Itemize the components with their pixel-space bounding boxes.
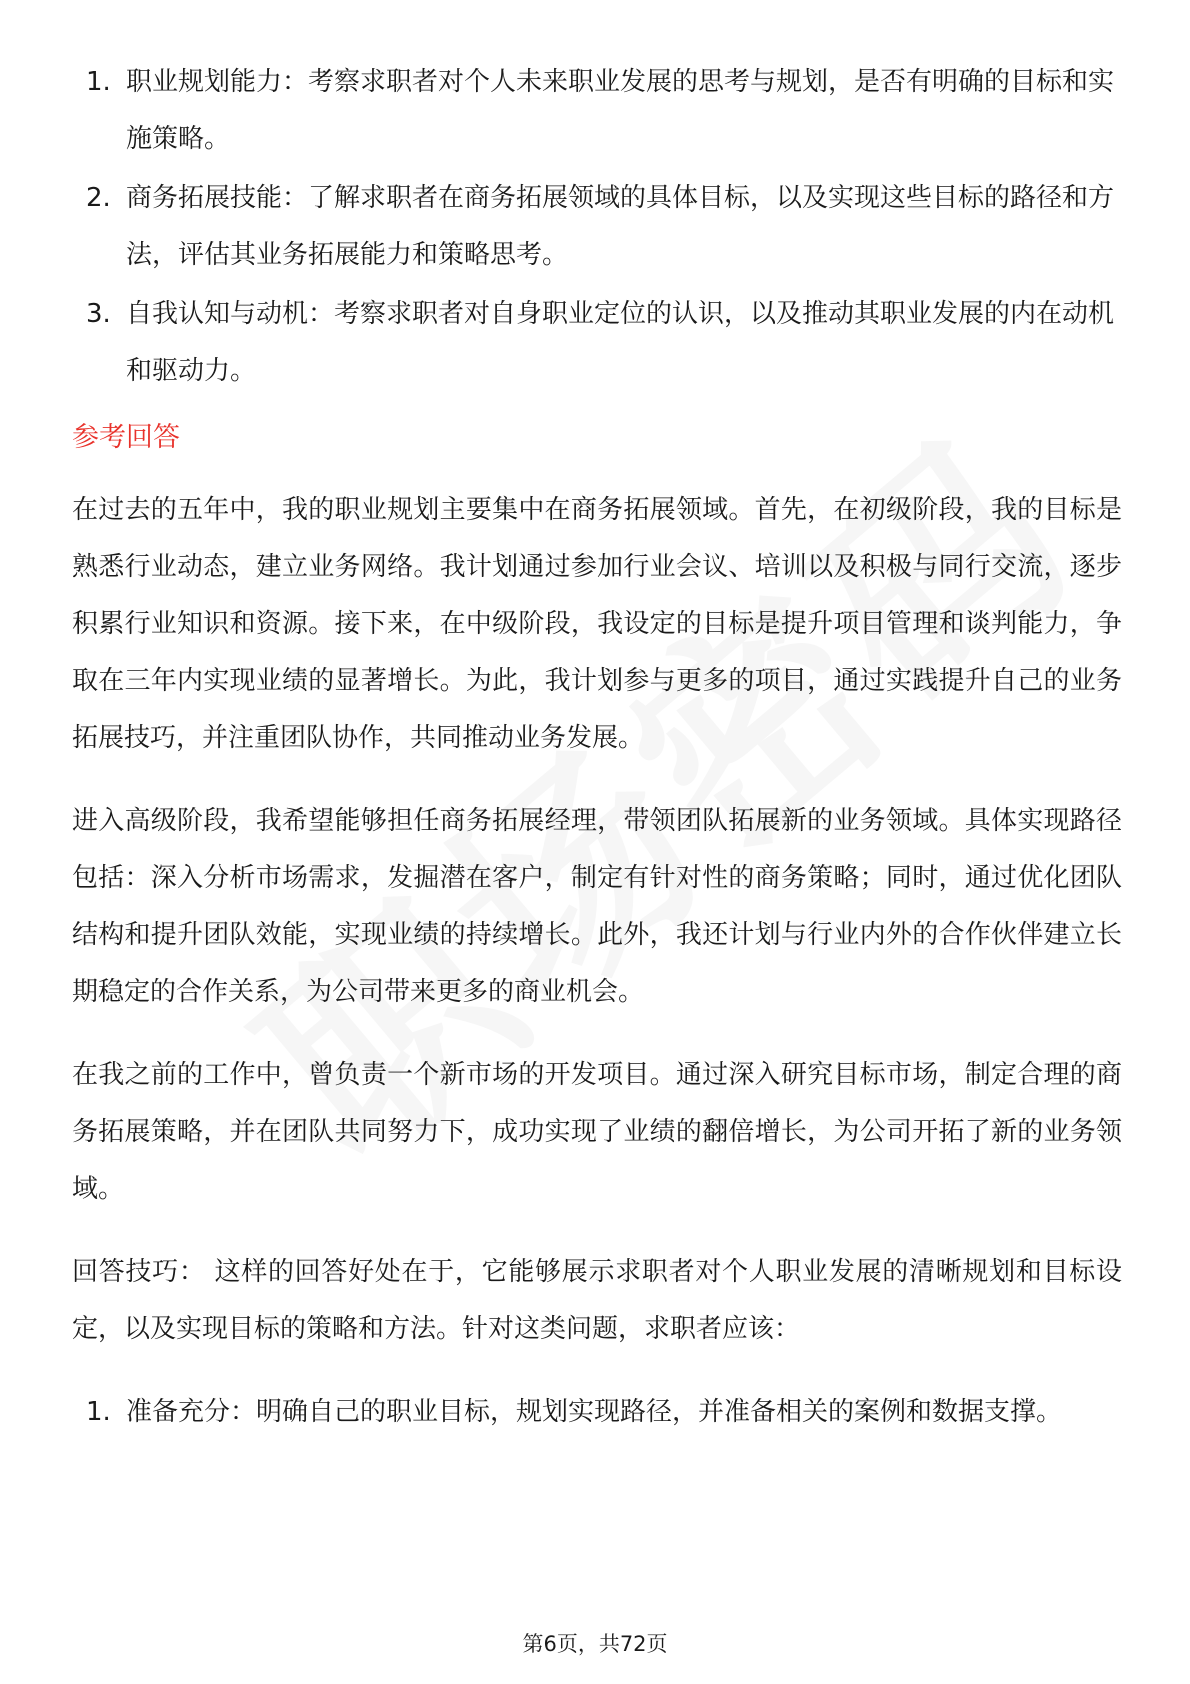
answer-paragraph: 在我之前的工作中，曾负责一个新市场的开发项目。通过深入研究目标市场，制定合理的商务拓展策略，并在团队共同努力下，成功实现了业绩的翻倍增长，为公司开拓了新的业务领域。 (72, 1060, 1122, 1204)
list-item (72, 54, 1122, 168)
list-item-number: 2. (86, 183, 111, 213)
answer-tips-paragraph: 回答技巧： 这样的回答好处在于，它能够展示求职者对个人职业发展的清晰规划和目标设定，以及实现目标的策略和方法。针对这类问题，求职者应该： (72, 1257, 1122, 1344)
section-heading-reference-answer: 参考回答 (72, 422, 180, 453)
page-content (72, 54, 1122, 1443)
answer-paragraph: 在过去的五年中，我的职业规划主要集中在商务拓展领域。首先，在初级阶段，我的目标是熟悉行业动态，建立业务网络。我计划通过参加行业会议、培训以及积极与同行交流，逐步积累行业知识和资源。接下来，在中级阶段，我设定的目标是提升项目管理和谈判能力，争取在三年内实现业绩的显著增长。为此，我计划参与更多的项目，通过实践提升自己的业务拓展技巧，并注重团队协作，共同推动业务发展。 (72, 495, 1122, 753)
list-item (72, 170, 1122, 284)
criteria-list (72, 54, 1122, 400)
answer-paragraph: 进入高级阶段，我希望能够担任商务拓展经理，带领团队拓展新的业务领域。具体实现路径包括：深入分析市场需求，发掘潜在客户，制定有针对性的商务策略；同时，通过优化团队结构和提升团队效能，实现业绩的持续增长。此外，我还计划与行业内外的合作伙伴建立长期稳定的合作关系，为公司带来更多的商业机会。 (72, 806, 1122, 1007)
list-item-text: 自我认知与动机：考察求职者对自身职业定位的认识，以及推动其职业发展的内在动机和驱动力。 (126, 299, 1115, 386)
list-item (72, 1384, 1122, 1441)
list-item-text: 商务拓展技能：了解求职者在商务拓展领域的具体目标，以及实现这些目标的路径和方法，评估其业务拓展能力和策略思考。 (126, 183, 1115, 270)
list-item-text: 准备充分：明确自己的职业目标，规划实现路径，并准备相关的案例和数据支撑。 (126, 1397, 1063, 1427)
list-item-number: 1. (86, 1397, 111, 1427)
tips-list (72, 1384, 1122, 1441)
list-item-text: 职业规划能力：考察求职者对个人未来职业发展的思考与规划，是否有明确的目标和实施策略。 (126, 67, 1115, 154)
list-item-number: 3. (86, 299, 111, 329)
page-number-footer: 第6页，共72页 (522, 1632, 668, 1656)
list-item-number: 1. (86, 67, 111, 97)
list-item (72, 286, 1122, 400)
